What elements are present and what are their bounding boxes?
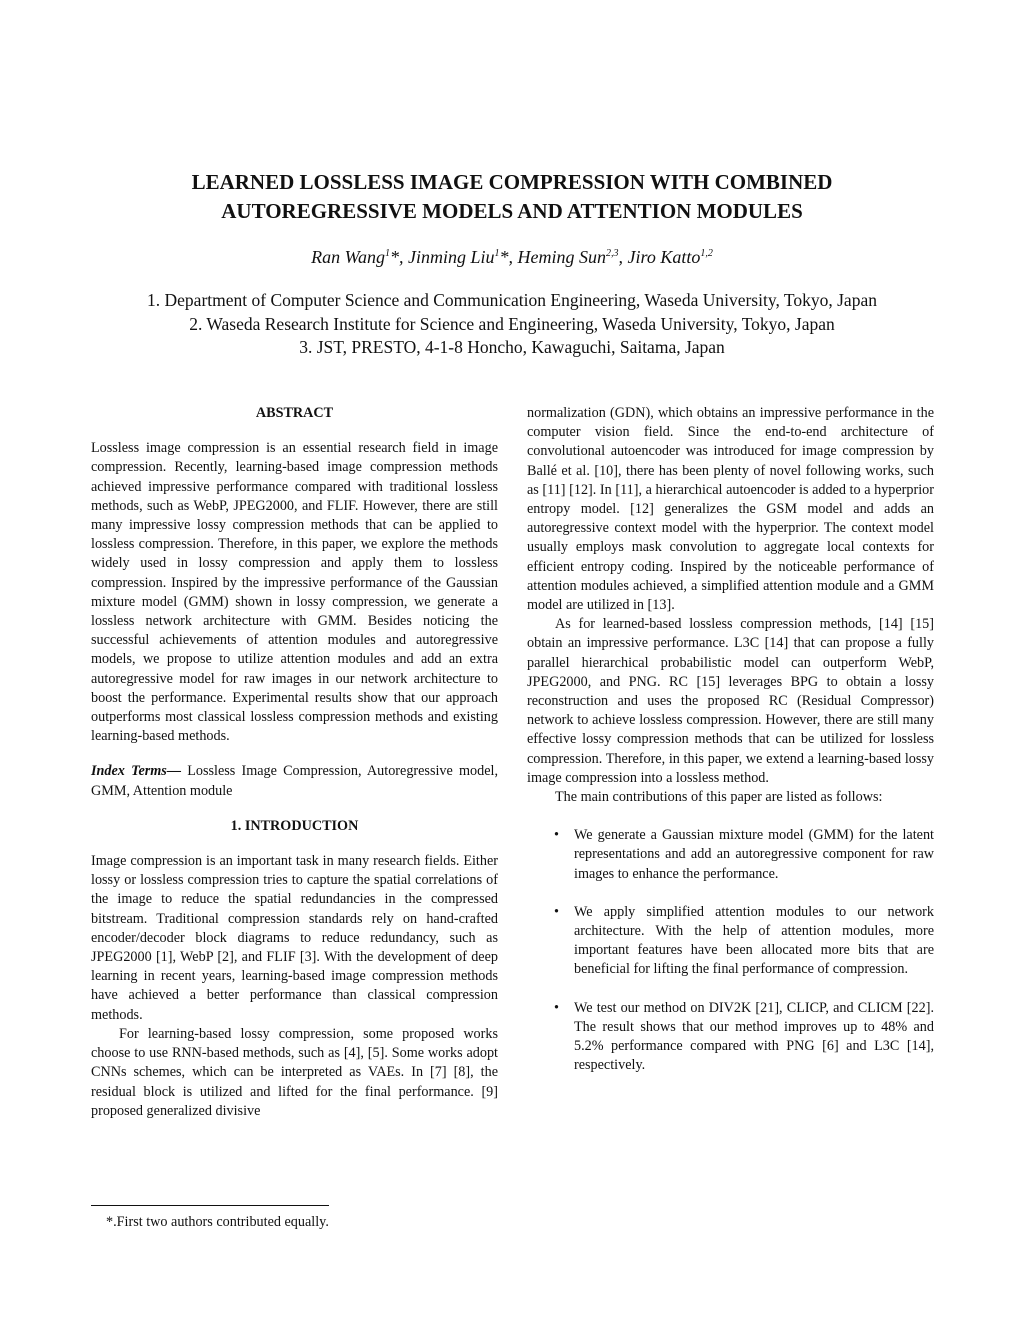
bullet-icon: • (554, 903, 559, 920)
intro-heading: 1. INTRODUCTION (230, 817, 359, 834)
right-paragraph-3: The main contributions of this paper are listed as follows: (555, 789, 883, 806)
author-3: Heming Sun$^{2,3}$, (517, 247, 628, 267)
author-1: Ran Wang$^1$*, (311, 247, 408, 267)
title-line-2: AUTOREGRESSIVE MODELS AND ATTENTION MODULES (221, 199, 803, 223)
author-list (90, 242, 934, 269)
author-2: Jinming Liu$^1$*, (407, 247, 518, 267)
footnote: *.First two authors contributed equally. (106, 1214, 329, 1230)
intro-paragraph-1: Image compression is an important task in many research fields. Either lossy or lossless compression tries to capture the spatial correlations of the image to reduce the spatial redundancies in the compressed bitstream. Traditional compression standards rely on hand-crafted encoder/decoder block diagrams to reduce redundancy, such as JPEG2000 [1], WebP [2], and FLIF [3]. With the development of deep learning in recent years, learning-based image compression methods have achieved a better performance than classical compression methods. (91, 853, 498, 1023)
list-item: • We generate a Gaussian mixture model (GMM) for the latent representations and add an autoregressive component for raw images to enhance the performance. (554, 827, 934, 882)
bullet-icon: • (554, 999, 559, 1016)
paper-title (90, 168, 934, 226)
index-terms (91, 762, 498, 800)
contribution-list (527, 826, 934, 1075)
list-item: • We test our method on DIV2K [21], CLICP, and CLICM [22]. The result shows that our method improves up to 48% and 5.2% performance compared with PNG [6] and L3C [14], respectively. (554, 999, 934, 1074)
title-line-1: LEARNED LOSSLESS IMAGE COMPRESSION WITH COMBINED (191, 170, 833, 194)
abstract-heading: ABSTRACT (255, 405, 334, 421)
footnote-divider (91, 1205, 329, 1206)
affiliations (60, 289, 964, 360)
bullet-icon: • (554, 827, 559, 844)
author-4: Jiro Katto$^{1,2}$ (627, 247, 713, 267)
index-terms-label: Index Terms— (91, 763, 182, 780)
affiliation-2: 2. Waseda Research Institute for Science and Engineering, Waseda University, Tokyo, Japan (189, 313, 835, 334)
right-paragraph-2: As for learned-based lossless compression methods, [14] [15] obtain an impressive performance. L3C [14] that can propose a fully parallel hierarchical probabilistic model can outperform WebP, JPEG2000, and PNG. RC [15] leverages BPG to obtain a lossy reconstruction and uses the proposed RC (Residual Compressor) network to achieve lossless compression. However, there are still many effective lossy compression methods that can be utilized for lossless compression. Therefore, in this paper, we extend a learning-based lossy image compression into a lossless method. (527, 616, 934, 786)
right-paragraph-1: normalization (GDN), which obtains an impressive performance in the computer vision field. Since the end-to-end architecture of convolutional autoencoder was introduced for image compression by Ballé et al. [10], there has been plenty of novel following works, such as [11] [12]. In [11], a hierarchical autoencoder is added to a hyperprior entropy model. [12] generalizes the GSM model and adds an autoregressive context model with the hyperprior. The context model usually employs mask convolution to aggregate local contexts for efficient entropy coding. Inspired by the noticeable performance of attention modules achieved, a simplified attention module and a GMM model are utilized in [13]. (527, 405, 934, 614)
affiliation-1: 1. Department of Computer Science and Communication Engineering, Waseda University, Tokyo, Japan (147, 290, 877, 310)
abstract-text: Lossless image compression is an essential research field in image compression. Recently, learning-based image compression methods achieved impressive performance compared with traditional lossless methods, such as WebP, JPEG2000, and FLIF. However, there are still many impressive lossy compression methods that can be applied to lossless compression. Therefore, in this paper, we explore the methods widely used in lossy compression and apply them to lossless compression. Inspired by the impressive performance of the Gaussian mixture model (GMM) shown in lossy compression, we generate a lossless network architecture with GMM. Besides noticing the successful achievements of attention modules and autoregressive models, we propose to utilize attention modules and add an extra autoregressive model for raw images in our network architecture to boost the performance. Experimental results show that our approach outperforms most classical lossless compression methods and existing learning-based methods. (91, 440, 498, 745)
right-column (527, 404, 934, 1076)
index-terms-text: Lossless Image Compression, Autoregressive model, GMM, Attention module (91, 763, 498, 799)
left-column (91, 404, 498, 1121)
intro-paragraph-2: For learning-based lossy compression, some proposed works choose to use RNN-based methods, such as [4], [5]. Some works adopt CNNs schemes, which can be interpreted as VAEs. In [7] [8], the residual block is utilized and lifted for the final performance. [9] proposed generalized divisive (91, 1025, 498, 1119)
list-item: • We apply simplified attention modules to our network architecture. With the help of attention modules, more important features have been allocated more bits that are beneficial for lifting the final performance of compression. (554, 903, 934, 978)
affiliation-3: 3. JST, PRESTO, 4-1-8 Honcho, Kawaguchi, Saitama, Japan (299, 337, 725, 357)
